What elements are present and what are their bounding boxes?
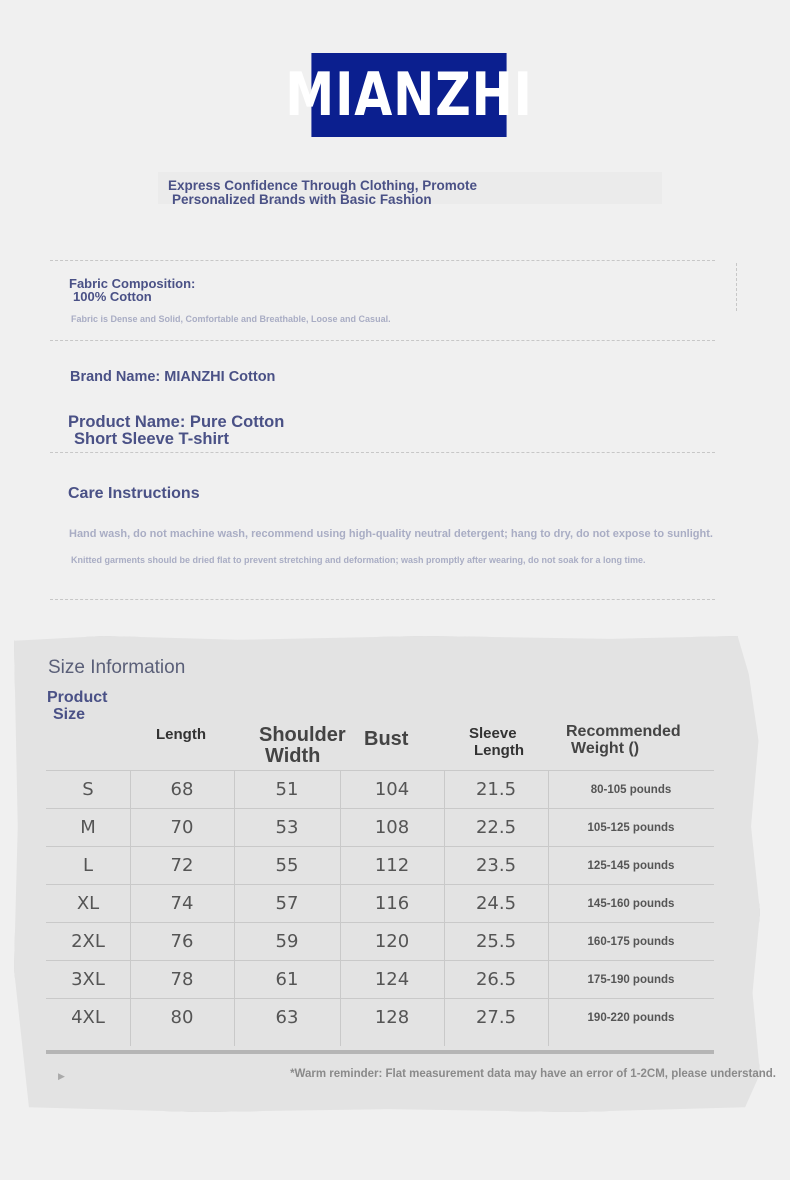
cell-shoulder: 57	[275, 893, 299, 914]
header-length: Length	[156, 726, 206, 743]
cell-length: 80	[170, 1007, 194, 1028]
cell-bust: 104	[374, 779, 410, 800]
divider	[50, 599, 715, 600]
cell-bust: 112	[374, 855, 410, 876]
product-name-line-1: Product Name: Pure Cotton	[68, 413, 285, 431]
cell-size: 2XL	[71, 931, 105, 952]
tagline	[158, 172, 662, 207]
cell-size: 3XL	[71, 969, 105, 990]
column-divider	[340, 770, 341, 1046]
brand-logo: MIANZHI	[311, 53, 506, 137]
cell-sleeve: 24.5	[475, 893, 517, 914]
cell-weight: 105-125 pounds	[587, 821, 675, 834]
cell-bust: 116	[374, 893, 410, 914]
cell-length: 70	[170, 817, 194, 838]
header-shoulder-width-line-1: Shoulder	[259, 724, 346, 746]
header-bust: Bust	[364, 728, 409, 750]
cell-sleeve: 25.5	[475, 931, 517, 952]
column-divider	[234, 770, 235, 1046]
table-bottom-bar	[46, 1050, 714, 1054]
cell-length: 74	[170, 893, 194, 914]
cell-shoulder: 61	[275, 969, 299, 990]
divider	[50, 260, 715, 261]
measurement-note: *Warm reminder: Flat measurement data may have an error of 1-2CM, please understand.	[290, 1068, 776, 1080]
cell-bust: 120	[374, 931, 410, 952]
tagline-line-1: Express Confidence Through Clothing, Promote	[168, 178, 478, 193]
header-product-size	[47, 689, 107, 723]
cell-size: L	[82, 855, 94, 876]
fabric-heading: Fabric Composition:	[69, 276, 196, 291]
cell-size: M	[80, 817, 96, 838]
header-product-size-line-2: Size	[53, 706, 86, 723]
column-divider	[130, 770, 131, 1046]
table-row	[46, 885, 714, 923]
divider	[50, 452, 715, 453]
cell-weight: 175-190 pounds	[587, 973, 675, 986]
cell-sleeve: 26.5	[475, 969, 517, 990]
fabric-value: 100% Cotton	[73, 289, 152, 304]
cell-bust: 108	[374, 817, 410, 838]
cell-sleeve: 23.5	[475, 855, 517, 876]
cell-sleeve: 22.5	[475, 817, 517, 838]
cell-bust: 128	[374, 1007, 410, 1028]
table-row	[46, 999, 714, 1036]
header-sleeve-length	[469, 725, 524, 759]
cell-shoulder: 53	[275, 817, 299, 838]
cell-weight: 190-220 pounds	[587, 1011, 675, 1024]
arrow-icon: ▶	[58, 1071, 65, 1081]
cell-shoulder: 51	[275, 779, 299, 800]
care-line-2: Knitted garments should be dried flat to prevent stretching and deformation; wash promptly after wearing, do not soak for a long time.	[71, 555, 646, 565]
size-chart-title: Size Information	[48, 657, 186, 678]
care-heading: Care Instructions	[68, 485, 200, 502]
cell-weight: 125-145 pounds	[587, 859, 675, 872]
cell-shoulder: 55	[275, 855, 299, 876]
table-row	[46, 847, 714, 885]
divider-vertical	[736, 263, 737, 311]
header-recommended-weight-line-1: Recommended	[566, 723, 681, 740]
table-row	[46, 923, 714, 961]
cell-length: 76	[170, 931, 194, 952]
cell-length: 78	[170, 969, 194, 990]
cell-sleeve: 27.5	[475, 1007, 517, 1028]
cell-length: 72	[170, 855, 194, 876]
care-line-1: Hand wash, do not machine wash, recommend using high-quality neutral detergent; hang to dry, do not expose to sunlight.	[69, 528, 713, 540]
cell-weight: 145-160 pounds	[587, 897, 675, 910]
cell-size: XL	[76, 893, 100, 914]
brand-name: Brand Name: MIANZHI Cotton	[70, 369, 276, 385]
column-divider	[444, 770, 445, 1046]
header-recommended-weight-line-2: Weight ()	[571, 740, 640, 757]
column-divider	[548, 770, 549, 1046]
table-row	[46, 961, 714, 999]
cell-weight: 80-105 pounds	[590, 783, 672, 796]
header-sleeve-length-line-2: Length	[474, 742, 524, 759]
header-shoulder-width	[259, 725, 346, 767]
cell-weight: 160-175 pounds	[587, 935, 675, 948]
table-row	[46, 771, 714, 809]
cell-sleeve: 21.5	[475, 779, 517, 800]
cell-shoulder: 59	[275, 931, 299, 952]
tagline-line-2: Personalized Brands with Basic Fashion	[172, 192, 432, 207]
table-row	[46, 809, 714, 847]
header-shoulder-width-line-2: Width	[265, 745, 321, 767]
fabric-description: Fabric is Dense and Solid, Comfortable and Breathable, Loose and Casual.	[71, 314, 391, 324]
cell-bust: 124	[374, 969, 410, 990]
cell-shoulder: 63	[275, 1007, 299, 1028]
cell-size: S	[82, 779, 94, 800]
product-name-line-2: Short Sleeve T-shirt	[74, 430, 229, 448]
header-sleeve-length-line-1: Sleeve	[469, 725, 517, 742]
cell-length: 68	[170, 779, 194, 800]
cell-size: 4XL	[71, 1007, 105, 1028]
header-product-size-line-1: Product	[47, 689, 108, 706]
divider	[50, 340, 715, 341]
header-recommended-weight	[566, 723, 681, 757]
